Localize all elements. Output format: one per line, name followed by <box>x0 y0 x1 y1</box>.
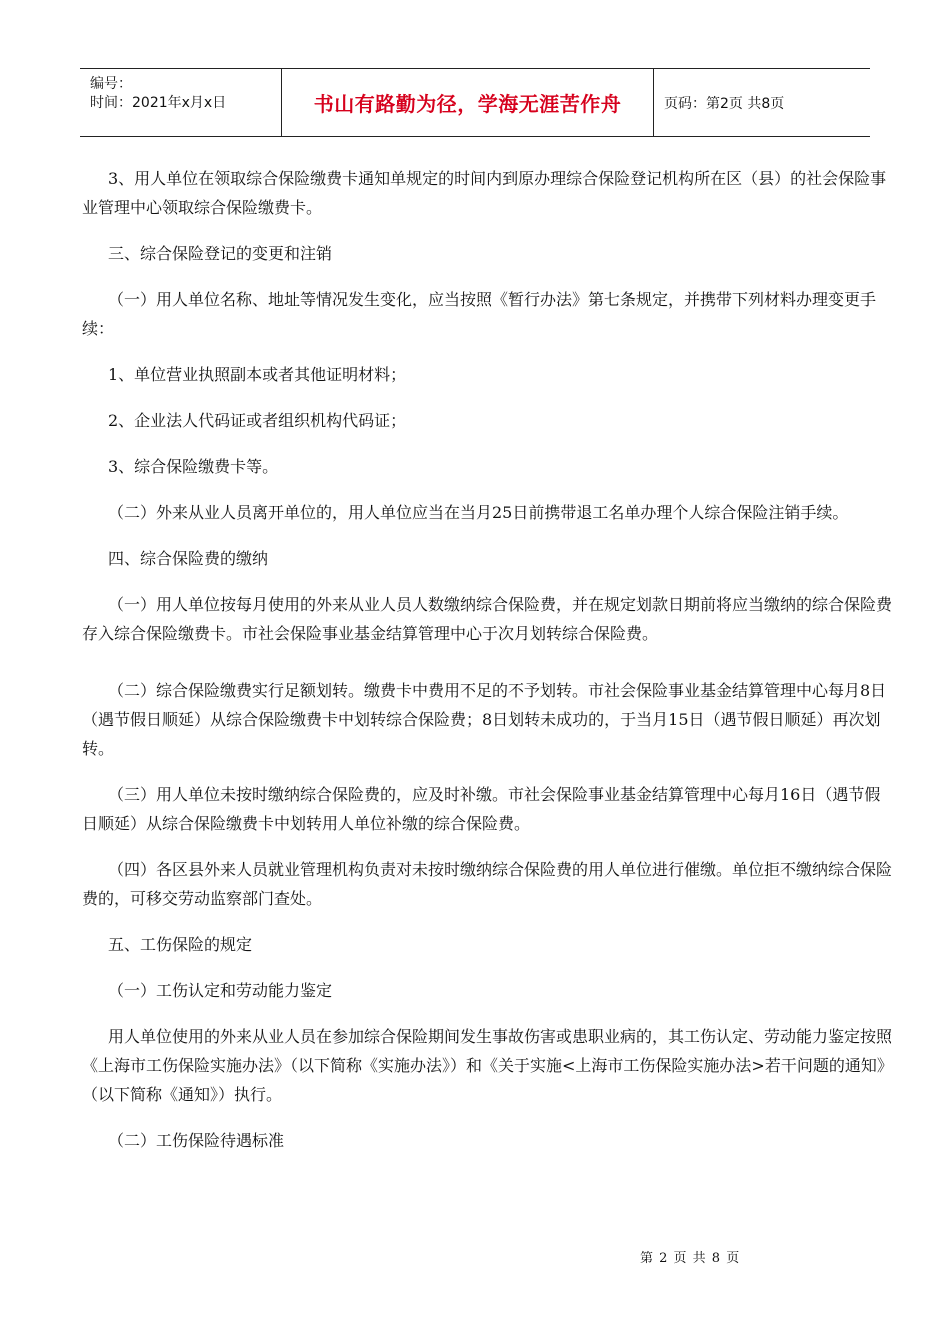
list-item: 2、企业法人代码证或者组织机构代码证； <box>108 411 407 430</box>
subsection-heading: （二）工伤保险待遇标准 <box>108 1131 285 1150</box>
section-heading: 四、综合保险费的缴纳 <box>108 549 269 568</box>
document-body <box>82 164 892 1155</box>
header-meta <box>80 69 282 136</box>
paragraph: （三）用人单位未按时缴纳综合保险费的，应及时补缴。市社会保险事业基金结算管理中心每月16日（遇节假日顺延）从综合保险缴费卡中划转用人单位补缴的综合保险费。 <box>82 785 881 833</box>
section-heading: 五、工伤保险的规定 <box>108 935 253 954</box>
paragraph: （二）外来从业人员离开单位的，用人单位应当在当月25日前携带退工名单办理个人综合保险注销手续。 <box>108 503 849 522</box>
page-header <box>80 68 870 137</box>
header-page-number: 页码：第2页 共8页 <box>664 95 785 112</box>
paragraph: （二）综合保险缴费实行足额划转。缴费卡中费用不足的不予划转。市社会保险事业基金结算管理中心每月8日（遇节假日顺延）从综合保险缴费卡中划转综合保险费；8日划转未成功的，于当月15日（遇节假日顺延）再次划转。 <box>82 681 887 758</box>
list-item: 3、综合保险缴费卡等。 <box>108 457 279 476</box>
code-label: 编号： <box>90 76 132 92</box>
list-item: 1、单位营业执照副本或者其他证明材料； <box>108 365 407 384</box>
paragraph: 用人单位使用的外来从业人员在参加综合保险期间发生事故伤害或患职业病的，其工伤认定、劳动能力鉴定按照《上海市工伤保险实施办法》（以下简称《实施办法》）和《关于实施<上海市工伤保险实施办法>若干问题的通知》（以下简称《通知》）执行。 <box>82 1027 893 1104</box>
page-footer: 第 2 页 共 8 页 <box>640 1251 741 1266</box>
section-heading: 三、综合保险登记的变更和注销 <box>108 244 333 263</box>
paragraph: （一）用人单位按每月使用的外来从业人员人数缴纳综合保险费，并在规定划款日期前将应当缴纳的综合保险费存入综合保险缴费卡。市社会保险事业基金结算管理中心于次月划转综合保险费。 <box>82 595 893 643</box>
paragraph: 3、用人单位在领取综合保险缴费卡通知单规定的时间内到原办理综合保险登记机构所在区（县）的社会保险事业管理中心领取综合保险缴费卡。 <box>82 169 887 217</box>
date-label: 时间：2021年x月x日 <box>90 95 227 111</box>
subsection-heading: （一）工伤认定和劳动能力鉴定 <box>108 981 333 1000</box>
header-motto: 书山有路勤为径，学海无涯苦作舟 <box>282 69 654 136</box>
paragraph: （四）各区县外来人员就业管理机构负责对未按时缴纳综合保险费的用人单位进行催缴。单位拒不缴纳综合保险费的，可移交劳动监察部门查处。 <box>82 860 893 908</box>
paragraph: （一）用人单位名称、地址等情况发生变化，应当按照《暂行办法》第七条规定，并携带下列材料办理变更手续： <box>82 290 877 338</box>
